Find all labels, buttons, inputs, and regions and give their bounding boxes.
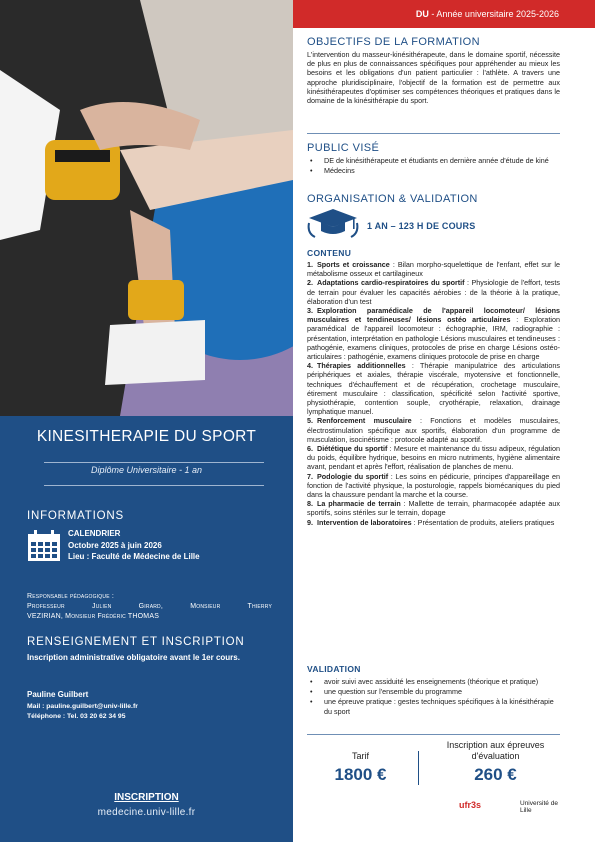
objectifs-heading: OBJECTIFS DE LA FORMATION: [307, 36, 480, 48]
contenu-item-text: : Physiologie de l'effort, tests de terrain pour évaluer les capacités aérobies : de la théorie à la pratique, élaboration d'un test: [307, 278, 560, 306]
rens-text: Inscription administrative obligatoire avant le 1er cours.: [27, 653, 240, 662]
contenu-item: [307, 260, 560, 278]
inscription-url[interactable]: medecine.univ-lille.fr: [97, 807, 196, 818]
contenu-item: [307, 306, 560, 361]
contenu-item-number: 6.: [307, 444, 313, 454]
cover-photo: [0, 0, 293, 416]
contenu-item-number: 7.: [307, 471, 313, 481]
duration: 1 AN – 123 H DE COURS: [367, 221, 476, 231]
contenu-item-number: 8.: [307, 499, 313, 509]
program-title: KINESITHERAPIE DU SPORT: [36, 428, 257, 445]
contenu-item-title: Intervention de laboratoires: [317, 517, 412, 527]
list-item: • une question sur l'ensemble du programme: [307, 687, 560, 696]
univ-lille-logo: [520, 800, 570, 814]
calendar-label: CALENDRIER: [68, 529, 121, 538]
contenu-item-text: : Présentation de produits, ateliers pratiques: [411, 517, 555, 527]
calendar-icon: [27, 530, 61, 562]
contenu-item: [307, 361, 560, 416]
contenu-item-number: 5.: [307, 416, 313, 426]
info-heading: INFORMATIONS: [27, 510, 124, 522]
contenu-item: [307, 444, 560, 472]
responsable-names: Professeur Julien Girard, Monsieur Thierry: [27, 603, 272, 610]
inscription-link[interactable]: INSCRIPTION: [114, 792, 179, 803]
tarif-label: Tarif: [351, 751, 369, 761]
contenu-list: [307, 260, 560, 527]
banner-tag: DU: [415, 9, 429, 19]
list-item: • Médecins: [307, 166, 560, 175]
contenu-item-number: 3.: [307, 306, 313, 316]
calendar-dates: Octobre 2025 à juin 2026: [68, 540, 162, 550]
year-banner: [293, 0, 595, 28]
objectifs-text: L'intervention du masseur-kinésithérapeute, dans le domaine sportif, nécessite de plus en plus de connaissances spécifiques pour appréhender au mieux les besoins et les obligations d'un patient particulier : l'athlète. A travers une approche pluridisciplinaire, l'objectif de la formation est de permettre aux kinésithérapeutes d'optimiser ses compétences théoriques et pratiques dans le domaine de la kinésithérapie du sport.: [307, 50, 560, 106]
contenu-item: [307, 416, 560, 444]
public-list: [307, 156, 560, 176]
responsable-names-2: VEZIRIAN, Monsieur Frédéric THOMAS: [27, 613, 160, 620]
divider: [307, 734, 560, 735]
epreuve-value: 260 €: [474, 765, 517, 784]
divider: [307, 133, 560, 134]
contenu-item: [307, 518, 560, 527]
org-heading: ORGANISATION & VALIDATION: [307, 193, 478, 205]
program-summary: [0, 416, 293, 842]
ufr3s-logo: [459, 800, 481, 810]
contenu-item-title: La pharmacie de terrain: [317, 499, 401, 509]
list-item: • avoir suivi avec assiduité les enseignements (théorique et pratique): [307, 677, 560, 686]
contenu-heading: CONTENU: [307, 248, 352, 258]
calendar-location: Lieu : Faculté de Médecine de Lille: [68, 552, 200, 561]
contenu-item-text: : Fonctions et modèles musculaires, électrostimulation spécifique aux sportifs, élaboration d'un programme de musculation, isocinétisme : protocole adapté au sportif.: [307, 416, 560, 444]
contenu-item-text: : Mallette de terrain, pharmacopée adaptée aux sportifs, soins stériles sur le terrain, dopage: [307, 499, 561, 518]
contenu-item-title: Thérapies additionnelles: [317, 361, 406, 371]
divider: [44, 462, 264, 463]
contact-mail[interactable]: Mail : pauline.guilbert@univ-lille.fr: [27, 703, 138, 710]
contenu-item-text: : Mesure et maintenance du tissu adipeux, régulation du poids, équilibre hydrique, besoins en micro nutriments, hygiène alimentaire avant, pendant et après l'effort, réalisation de planches de menu.: [307, 444, 560, 472]
contact-name: Pauline Guilbert: [27, 690, 89, 699]
logo-ufr-text: ufr3s: [459, 800, 482, 810]
contenu-item: [307, 472, 560, 500]
divider: [44, 485, 264, 486]
contenu-item-text: : Bilan morpho-squelettique de l'enfant, effet sur le métabolisme osseux et cartilagineux: [307, 260, 560, 279]
list-item: • une épreuve pratique : gestes techniques spécifiques à la kinésithérapie du sport: [307, 697, 560, 715]
rens-heading: RENSEIGNEMENT ET INSCRIPTION: [27, 636, 245, 648]
contenu-item-title: Renforcement musculaire: [317, 416, 412, 426]
contenu-item-title: Sports et croissance: [317, 260, 390, 269]
validation-list: [307, 677, 560, 717]
public-heading: PUBLIC VISÉ: [307, 142, 380, 154]
contenu-item-title: Adaptations cardio-respiratoires du sportif: [317, 278, 465, 288]
contact-phone: Téléphone : Tel. 03 20 62 34 95: [27, 713, 126, 720]
contenu-item-text: : Exploration paramédical de l'appareil locomoteur : échographie, IRM, radiographie : présentation, interprétation en pathologie Lésions musculaires et tendineuses : pathogénie, examens cliniques, protocoles de prise en charge Lésions ostéo-articulaires : pathogénie, examens cliniques protocole de prise en charge: [307, 315, 561, 362]
left-panel: [0, 0, 293, 842]
responsable-label: Responsable pédagogique :: [27, 593, 115, 600]
banner-text: [416, 9, 559, 19]
contenu-item-title: Diététique du sportif: [317, 444, 388, 454]
contenu-item-text: : Thérapie manipulatrice des articulations périphériques et axiales, thérapie viscérale, myotensive et fonctionnelle, techniques d'échauffement et de récupération, crochetage musculaire, étirement musculaire : classification, spécificité selon l'activité sportive, physiothérapie, contention souple, cryothérapie, relaxation, drainage lymphatique manuel.: [307, 361, 560, 417]
validation-heading: VALIDATION: [307, 664, 361, 674]
epreuve-label: Inscription aux épreuves d'évaluation: [446, 740, 545, 761]
list-item: • DE de kinésithérapeute et étudiants en dernière année d'étude de kiné: [307, 156, 560, 165]
contenu-item-number: 4.: [307, 361, 313, 371]
athlete-rehab-illustration: [0, 0, 293, 416]
responsable-block: [27, 592, 272, 622]
contenu-item: [307, 499, 560, 517]
graduation-cap-icon: [307, 207, 359, 239]
contenu-item-number: 9.: [307, 517, 313, 527]
tarif-box: [318, 751, 403, 785]
contenu-item: [307, 278, 560, 306]
program-subtitle: Diplôme Universitaire - 1 an: [90, 465, 203, 475]
contenu-item-number: 1.: [307, 260, 313, 269]
price-separator: [418, 751, 419, 785]
banner-year: - Année universitaire 2025-2026: [428, 9, 559, 19]
contenu-item-title: Podologie du sportif: [317, 471, 389, 481]
tarif-value: 1800 €: [334, 765, 387, 784]
contenu-item-text: : Les soins en pédicurie, principes d'appareillage en fonction de l'activité physique, la posturologie, rappels biomécaniques du pied dans la chaussure pendant la marche et la course.: [307, 471, 560, 500]
calendar-block: [68, 528, 200, 563]
epreuve-box: [428, 740, 563, 785]
contenu-item-title: Exploration paramédicale de l'appareil locomoteur/ lésions musculaires et tendineuses/ lésions ostéo articulaires: [307, 306, 560, 325]
logo-univ-text: Université de Lille: [520, 800, 558, 814]
contenu-item-number: 2.: [307, 278, 313, 288]
